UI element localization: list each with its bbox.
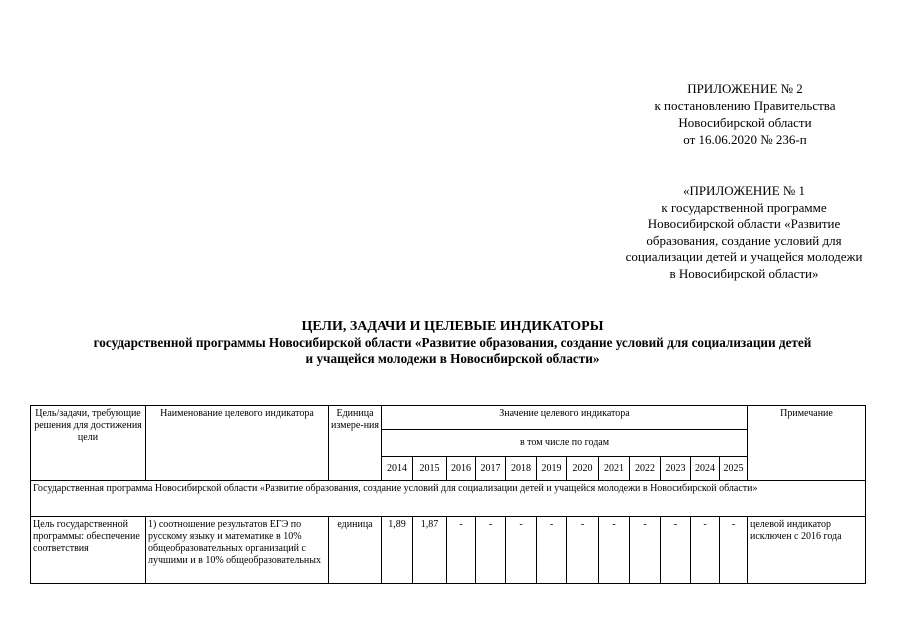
year-header: 2025 xyxy=(720,457,748,481)
appendix-1-heading: «ПРИЛОЖЕНИЕ № 1 xyxy=(682,183,806,198)
value-cell: - xyxy=(506,517,537,584)
value-cell: - xyxy=(567,517,599,584)
year-header: 2024 xyxy=(691,457,720,481)
year-header: 2022 xyxy=(630,457,661,481)
indicator-text: 1) соотношение результатов ЕГЭ по русскому языку и математике в 10% общеобразовательных организаций с лучшими и в 10% общеобразовательных xyxy=(148,519,321,566)
year-header: 2020 xyxy=(567,457,599,481)
value-cell: - xyxy=(691,517,720,584)
header-unit: Единица измере-ния xyxy=(329,406,382,481)
header-value: Значение целевого индикатора xyxy=(382,406,748,430)
program-row: Государственная программа Новосибирской области «Развитие образования, создание условий для социализации детей и учащейся молодежи в Новосибирской области» xyxy=(31,481,866,517)
indicator-cell xyxy=(146,517,329,584)
value-cell: - xyxy=(599,517,630,584)
title-main: ЦЕЛИ, ЗАДАЧИ И ЦЕЛЕВЫЕ ИНДИКАТОРЫ xyxy=(301,319,604,334)
goal-text: Цель государственной программы: обеспечение соответствия xyxy=(33,519,140,554)
value-cell: - xyxy=(537,517,567,584)
appendix-1-line: к государственной программе xyxy=(661,199,827,215)
year-header: 2021 xyxy=(599,457,630,481)
value-cell: - xyxy=(630,517,661,584)
year-header: 2016 xyxy=(447,457,476,481)
year-header: 2015 xyxy=(413,457,447,481)
note-cell: целевой индикатор исключен с 2016 года xyxy=(748,517,866,584)
appendix-2-date: от 16.06.2020 № 236-п xyxy=(683,132,807,147)
header-goal: Цель/задачи, требующие решения для достижения цели xyxy=(31,406,146,481)
value-cell: - xyxy=(476,517,506,584)
appendix-1-line: образования, создание условий для xyxy=(646,232,842,248)
header-indicator: Наименование целевого индикатора xyxy=(146,406,329,481)
value-cell: - xyxy=(661,517,691,584)
appendix-2-heading: ПРИЛОЖЕНИЕ № 2 xyxy=(687,81,803,96)
value-cell: - xyxy=(447,517,476,584)
header-by-year: в том числе по годам xyxy=(382,430,748,457)
year-header: 2014 xyxy=(382,457,413,481)
appendix-1-line: в Новосибирской области» xyxy=(669,265,819,281)
appendix-1-line: социализации детей и учащейся молодежи xyxy=(625,249,863,264)
value-cell: 1,87 xyxy=(413,517,447,584)
appendix-1-block xyxy=(588,183,900,282)
appendix-2-line: Новосибирской области xyxy=(678,115,812,130)
title-subline: и учащейся молодежи в Новосибирской области» xyxy=(305,351,600,366)
value-cell: 1,89 xyxy=(382,517,413,584)
year-header: 2018 xyxy=(506,457,537,481)
year-header: 2023 xyxy=(661,457,691,481)
header-note: Примечание xyxy=(748,406,866,481)
value-cell: - xyxy=(720,517,748,584)
title-subline: государственной программы Новосибирской области «Развитие образования, создание условий для социализации детей xyxy=(93,335,812,350)
appendix-2-line: к постановлению Правительства xyxy=(654,98,836,113)
appendix-2-block xyxy=(600,80,890,148)
appendix-1-line: Новосибирской области «Развитие xyxy=(647,216,841,231)
goal-cell xyxy=(31,517,146,584)
year-header: 2017 xyxy=(476,457,506,481)
year-header: 2019 xyxy=(537,457,567,481)
document-title xyxy=(30,319,875,367)
unit-cell: единица xyxy=(329,517,382,584)
indicators-table xyxy=(30,405,866,584)
